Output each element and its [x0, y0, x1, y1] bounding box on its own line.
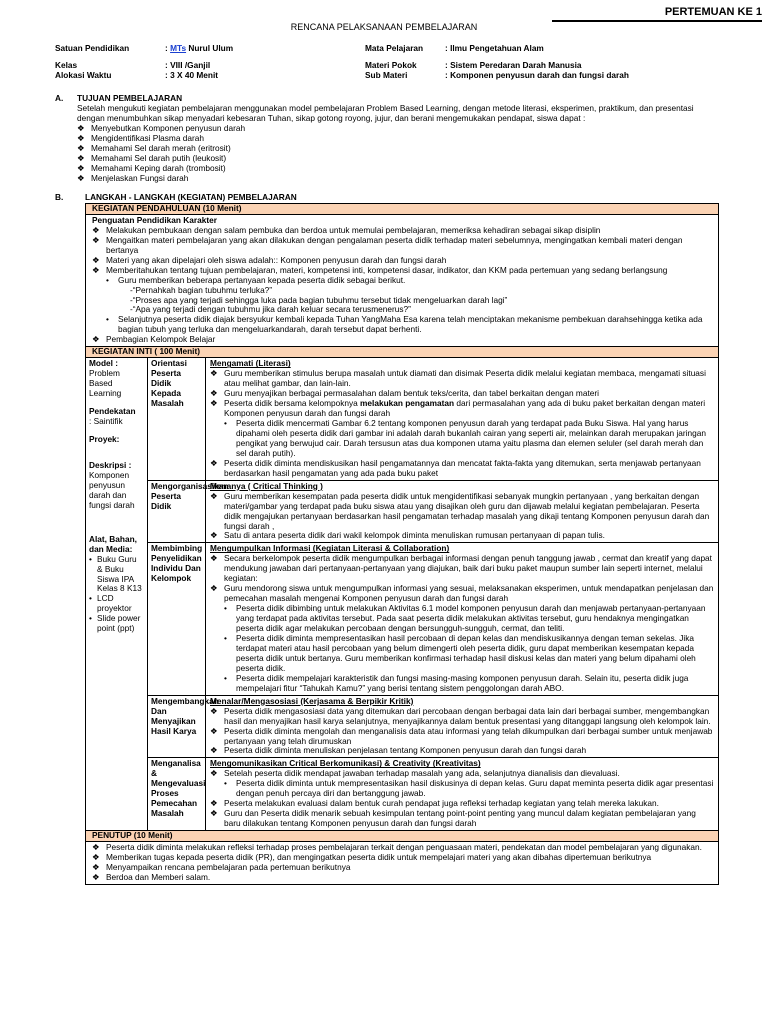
- waktu-value: : 3 X 40 Menit: [165, 69, 219, 80]
- bullet-icon: ❖: [92, 254, 100, 265]
- bullet-icon: ❖: [210, 553, 218, 564]
- sub-label: Sub Materi: [365, 69, 408, 80]
- dot-icon: •: [224, 417, 227, 428]
- list-item: ❖ Memahami Keping darah (trombosit): [77, 162, 226, 173]
- bullet-icon: ❖: [77, 152, 85, 163]
- bullet-icon: ❖: [77, 162, 85, 173]
- dot-icon: •: [224, 632, 227, 643]
- list-item: ❖ Memahami Sel darah merah (eritrosit): [77, 142, 231, 153]
- dot-icon: •: [106, 274, 109, 285]
- meeting-label: PERTEMUAN KE 1: [552, 6, 762, 22]
- bullet-icon: ❖: [210, 530, 218, 541]
- materi-label: Materi Pokok: [365, 59, 417, 70]
- section-langkah: [55, 193, 719, 885]
- bullet-icon: ❖: [92, 871, 100, 882]
- materi-value: : Sistem Peredaran Darah Manusia: [445, 59, 582, 70]
- tujuan-list: [55, 124, 719, 184]
- bullet-icon: ❖: [92, 224, 100, 235]
- bullet-icon: ❖: [210, 768, 218, 779]
- bullet-icon: ❖: [210, 490, 218, 501]
- pendahuluan-body: Penguatan Pendidikan Karakter ❖ Melakukan pembukaan dengan salam pembuka dan berdoa untuk memulai pembelajaran, memeriksa kehadiran sebagai sikap disiplin ❖ Mengaitkan materi pembelajaran yang akan dilakukan dengan pengalaman peserta didik terhadap materi sebelumnya, mengingatkan kembali materi dengan bertanya ❖ Materi yang akan dipelajari oleh siswa adalah:: Komponen penyusun darah dan fungsi darah ❖ Memberitahukan tentang tujuan pembelajaran, materi, kompetensi inti, kompetensi dasar, indikator, dan KKM pada pertemuan yang sedang berlangsung • Guru memberikan beberapa pertanyaan kepada peserta didik sebagai berikut. -“Pernahkah bagian tubuhmu terluka?” -“Proses apa yang terjadi sehingga luka pada bagian tubuhmu tersebut tidak mengeluarkan darah lagi” -“Apa yang terjadi dengan tubuhmu jika darah keluar secara terusmenerus?” • Selanjutnya peserta didik diajak bersyukur kembali kepada Tuhan YangMaha Esa karena telah menciptakan mekanisme pembekuan darahsehingga ketika ada bagian tubuh yang terluka dan mengeluarkandarah, darah tersebut dapat berhenti. ❖ Pembagian Kelompok Belajar: [86, 215, 718, 347]
- step-membimbing: Membimbing Penyelidikan Individu Dan Kelompok Mengumpulkan Informasi (Kegiatan Literasi & Collaboration) ❖ Secara berkelompok peserta didik mengumpulkan berbagai informasi dengan penuh tanggung jawab , cermat dan kreatif yang dapat mendukung jawaban dari pertanyaan-pertanyaan yang diajukan, baik dari buku paket maupun sumber lain seperti internet, melalui kegiatan: ❖ Guru mendorong siswa untuk mengumpulkan informasi yang sesuai, melaksanakan eksperimen, untuk mendapatkan penjelasan dan pemecahan masalah mengenai Komponen penyusun darah dan fungsi darah • Peserta didik dibimbing untuk melakukan Aktivitas 6.1 model komponen penyusun darah dan menjawab pertanyaan-pertanyaan yang terdapat pada aktivitas tersebut. Pada saat peserta didik melakukan aktivitas tersebut, guru hendaknya mengingatkan peserta didik agar melakukan percobaan dengan bersungguh-sungguh, cermat, dan teliti. • Peserta didik diminta mempresentasikan hasil percobaan di depan kelas dan mendiskusikannya dengan teman sekelas. Jika terdapat materi atau hasil percobaan yang belum dimengerti oleh peserta didik, guru dapat memberikan kesempatan kepada peserta didik untuk bertanya. Guru memberikan konfirmasi terhadap hasil diskusi kelas dan materi yang belum dipahami oleh peserta didik. • Peserta didik mempelajari karakteristik dan fungsi masing-masing komponen penyusun darah. Selain itu, peserta didik juga mempelajari fitur “Tahukah Kamu?” yang berisi tentang sistem penggolongan darah ABO.: [148, 543, 718, 695]
- waktu-label: Alokasi Waktu: [55, 69, 112, 80]
- bullet-icon: ❖: [77, 142, 85, 153]
- mapel-value: : Ilmu Pengetahuan Alam: [445, 43, 544, 53]
- bullet-icon: ❖: [210, 705, 218, 716]
- dot-icon: •: [106, 314, 109, 325]
- bullet-icon: ❖: [210, 745, 218, 756]
- pendahuluan-bar: KEGIATAN PENDAHULUAN (10 Menit): [86, 204, 718, 215]
- dot-icon: •: [89, 553, 92, 564]
- dot-icon: •: [89, 613, 92, 624]
- section-b-heading: LANGKAH - LANGKAH (KEGIATAN) PEMBELAJARAN: [85, 192, 297, 202]
- inti-steps: [148, 358, 718, 830]
- bullet-icon: ❖: [210, 725, 218, 736]
- dot-icon: •: [224, 672, 227, 683]
- bullet-icon: ❖: [210, 808, 218, 819]
- step-mengembangkan: Mengembangkan Dan Menyajikan Hasil Karya Menalar/Mengasosiasi (Kerjasama & Berpikir Kritik) ❖ Peserta didik mengasosiasi data yang ditemukan dari percobaan dengan berbagai data lain dari berbagai sumber, mengembangkan hasil dan menyajikan hasil karya selanjutnya, menyajikannya dalam bentuk presentasi yang ditanggapi langsung oleh kelompok lain. ❖ Peserta didik diminta mengolah dan menganalisis data atau informasi yang telah dikumpulkan dari berbagai sumber untuk menjawab pertanyaan yang telah dirumuskan ❖ Peserta didik diminta menuliskan penjelasan tentang Komponen penyusun darah dan fungsi darah: [148, 696, 718, 759]
- section-b-letter: B.: [55, 192, 64, 202]
- dot-icon: •: [89, 593, 92, 604]
- bullet-icon: ❖: [92, 234, 100, 245]
- list-item: ❖ Menyebutkan Komponen penyusun darah: [77, 122, 246, 133]
- mts-link[interactable]: MTs: [170, 43, 187, 53]
- list-item: ❖ Memahami Sel darah putih (leukosit): [77, 152, 227, 163]
- bullet-icon: ❖: [92, 861, 100, 872]
- bullet-icon: ❖: [210, 798, 218, 809]
- bullet-icon: ❖: [210, 583, 218, 594]
- activity-table: [85, 203, 719, 885]
- bullet-icon: ❖: [92, 334, 100, 345]
- bullet-icon: ❖: [210, 457, 218, 468]
- penutup-bar: PENUTUP (10 Menit): [86, 831, 718, 842]
- karakter-subhead: Penguatan Pendidikan Karakter: [92, 214, 217, 225]
- bullet-icon: ❖: [92, 852, 100, 862]
- list-item: ❖ Menjelaskan Fungsi darah: [77, 172, 189, 183]
- dot-icon: •: [224, 603, 227, 614]
- dot-icon: •: [224, 778, 227, 789]
- step-mengorganisasikan: Mengorganisasikan Peserta Didik Menanya ( Critical Thinking ) ❖ Guru memberikan kesempatan pada peserta didik untuk mengidentifikasi sebanyak mungkin pertanyaan , yang berkaitan dengan materi/gambar yang terdapat pada buku siswa atau yang disajikan oleh guru dan dijawab melalui kegiatan pembelajaran. Peserta didik mengajukan pertanyaan berdasarkan hasil pengamatan terhadap masalah yang dikaji tentang Komponen penyusun darah dan fungsi darah , ❖ Satu di antara peserta didik dari wakil kelompok diminta menuliskan rumusan pertanyaan di papan tulis.: [148, 481, 718, 544]
- section-a-heading: TUJUAN PEMBELAJARAN: [77, 93, 183, 103]
- kelas-label: Kelas: [55, 59, 78, 70]
- inti-left-column: Model : Problem Based Learning Pendekatan : Saintifik Proyek: Deskripsi : Komponen penyusun darah dan fungsi darah Alat, Bahan, dan Media: • Buku Guru & Buku Siswa IPA Kelas 8 K13 • LCD proyektor • Slide power point (ppt): [86, 358, 148, 830]
- bullet-icon: ❖: [92, 264, 100, 275]
- kelas-value: : VIII /Ganjil: [165, 59, 211, 70]
- bullet-icon: ❖: [77, 132, 85, 143]
- bullet-icon: ❖: [210, 368, 218, 379]
- section-a-letter: A.: [55, 93, 64, 103]
- bullet-icon: ❖: [77, 122, 85, 133]
- satuan-label: Satuan Pendidikan: [55, 43, 130, 53]
- page-title: RENCANA PELAKSANAAN PEMBELAJARAN: [290, 22, 478, 32]
- section-tujuan: [55, 94, 719, 184]
- mapel-label: Mata Pelajaran: [365, 43, 424, 53]
- list-item: ❖ Mengidentifikasi Plasma darah: [77, 132, 204, 143]
- inti-bar: KEGIATAN INTI ( 100 Menit): [86, 347, 718, 358]
- bullet-icon: ❖: [210, 398, 218, 409]
- step-menganalisa: Menganalisa & Mengevaluasi Proses Pemecahan Masalah Mengomunikasikan Critical Berkomunikasi) & Creativity (Kreativitas) ❖ Setelah peserta didik mendapat jawaban terhadap masalah yang ada, selanjutnya dianalisis dan dievaluasi. • Peserta didik diminta untuk mempresentasikan hasil diskusinya di depan kelas. Guru dapat meminta peserta didik agar presentasi dengan penuh percaya diri dan bertanggung jawab. ❖ Peserta melakukan evaluasi dalam bentuk curah pendapat juga refleksi terhadap kegiatan yang telah mereka lakukan. ❖ Guru dan Peserta didik menarik sebuah kesimpulan tentang point-point penting yang muncul dalam kegiatan pembelajaran yang baru dilakukan tentang Komponen penyusun darah dan fungsi darah: [148, 758, 718, 830]
- penutup-body: ❖ Peserta didik diminta melakukan refleksi terhadap proses pembelajaran terkait dengan penguasaan materi, pendekatan dan model pembelajaran yang digunakan. ❖ Memberikan tugas kepada peserta didik (PR), dan mengingatkan peserta didik untuk mempelajari materi yang akan dibahas dipertemuan berikutnya ❖ Menyampaikan rencana pembelajaran pada pertemuan berikutnya ❖ Berdoa dan Memberi salam.: [92, 842, 702, 882]
- tujuan-intro: Setelah mengukuti kegiatan pembelajaran menggunakan model pembelajaran Problem Based Learning, dengan metode literasi, eksperimen, praktikum, dan presentasi dengan menumbuhkan sikap menyadari kebesaran Tuhan, sikap gotong royong, jujur, dan berani mengemukakan pendapat, siswa dapat :: [77, 102, 694, 123]
- sub-value: : Komponen penyusun darah dan fungsi darah: [445, 69, 629, 80]
- step-orientasi: Orientasi Peserta Didik Kepada Masalah Mengamati (Literasi) ❖ Guru memberikan stimulus berupa masalah untuk diamati dan disimak Peserta didik melalui kegiatan membaca, mengamati situasi atau melihat gambar, dan lain-lain. ❖ Guru menyajikan berbagai permasalahan dalam bentuk teks/cerita, dan tabel berkaitan dengan materi ❖ Peserta didik bersama kelompoknya melakukan pengamatan dari permasalahan yang ada di buku paket berkaitan dengan materi Komponen penyusun darah dan fungsi darah • Peserta didik mencermati Gambar 6.2 tentang komponen penyusun darah yang terdapat pada Buku Siswa. Hal yang harus dipahami oleh peserta didik dari gambar ini adalah darah bukanlah cairan yang seperti air, melainkan darah merupakan jaringan pengikat yang berwujud cair. Darah tersusun atas dua komponen utama yaitu plasma dan elemen seluler (sel darah merah dan sel darah putih). ❖ Peserta didik diminta mendiskusikan hasil pengamatannya dan mencatat fakta-fakta yang ditemukan, serta menjawab pertanyaan berdasarkan hasil pengamatan yang ada pada buku paket: [148, 358, 718, 480]
- bullet-icon: ❖: [77, 172, 85, 183]
- bullet-icon: ❖: [92, 842, 100, 853]
- identity-block: Satuan Pendidikan : MTs Nurul Ulum Mata Pelajaran : Ilmu Pengetahuan Alam Kelas : VIII /Ganjil Materi Pokok : Sistem Peredaran Darah Manusia Alokasi Waktu : 3 X 40 Menit Sub Materi : Komponen penyusun darah dan fungsi darah: [55, 43, 629, 80]
- bullet-icon: ❖: [210, 388, 218, 399]
- inti-grid: [86, 358, 718, 831]
